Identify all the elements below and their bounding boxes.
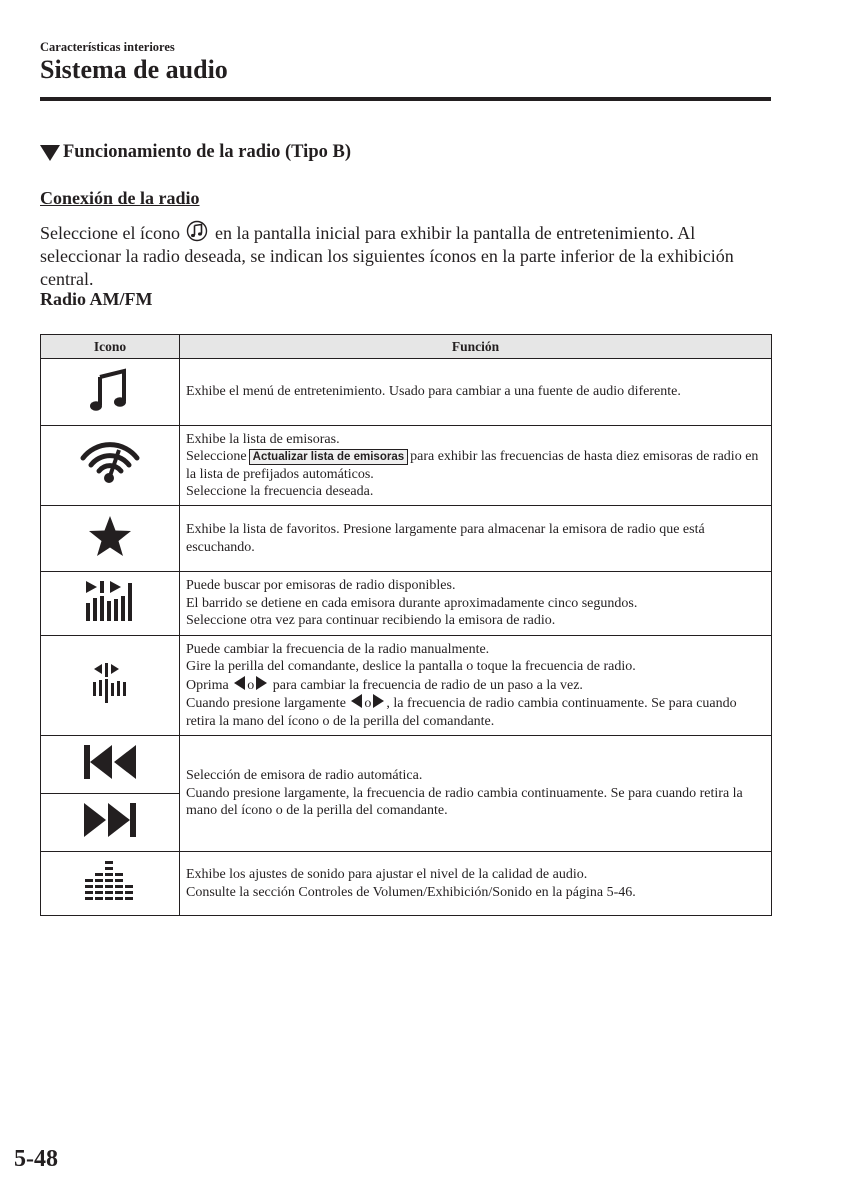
table-row: [41, 359, 772, 426]
description-line: [186, 694, 765, 730]
description-line: Gire la perilla del comandante, deslice la pantalla o toque la frecuencia de radio.: [186, 659, 636, 675]
title-rule: [40, 97, 771, 101]
header-icon: Icono: [41, 335, 180, 359]
description-line: [186, 448, 765, 483]
row-icon-cell: [41, 506, 180, 572]
table-row: [41, 426, 772, 506]
page-title: Sistema de audio: [40, 55, 228, 84]
row-icon-cell: [41, 572, 180, 636]
row-icon-cell: [41, 426, 180, 506]
table-row: [41, 736, 772, 794]
description-line: Puede cambiar la frecuencia de la radio manualmente.: [186, 641, 490, 657]
row-description: [180, 359, 772, 426]
description-line: Cuando presione largamente, la frecuencia de radio cambia continuamente. Se para cuando retira la mano del ícono o de la perilla del comandante.: [186, 785, 743, 819]
update-station-list-button[interactable]: Actualizar lista de emisoras: [249, 449, 408, 465]
table-row: [41, 506, 772, 572]
left-arrow-icon[interactable]: [234, 676, 245, 690]
table-header-row: [41, 335, 772, 359]
row-description: [180, 636, 772, 736]
description-text: Oprima: [186, 677, 229, 693]
music-note-circle-icon: [186, 220, 208, 242]
description-line: Exhibe el menú de entretenimiento. Usado para cambiar a una fuente de audio diferente.: [186, 384, 681, 400]
description-line: El barrido se detiene en cada emisora durante aproximadamente cinco segundos.: [186, 595, 638, 611]
section-label: Características interiores: [40, 40, 175, 54]
row-icon-cell: [41, 852, 180, 916]
music-note-icon: [88, 367, 132, 413]
description-line: Seleccione otra vez para continuar recibiendo la emisora de radio.: [186, 613, 556, 629]
intro-text-after: en la pantalla inicial para exhibir la pantalla de entretenimiento. Al seleccionar la radio deseada, se indican los siguientes íconos en la parte inferior de la exhibición central.: [40, 223, 734, 289]
description-line: Exhibe los ajustes de sonido para ajustar el nivel de la calidad de audio.: [186, 867, 588, 882]
description-text: para exhibir las frecuencias de hasta diez emisoras de radio en la lista de prefijados automáticos.: [186, 449, 759, 482]
description-text: Seleccione: [186, 449, 247, 464]
table-row: [41, 572, 772, 636]
description-text: para cambiar la frecuencia de radio de un paso a la vez.: [272, 677, 583, 693]
row-description: [180, 426, 772, 506]
description-line: Puede buscar por emisoras de radio disponibles.: [186, 578, 456, 594]
table-row: [41, 852, 772, 916]
seek-forward-icon: [82, 800, 138, 840]
table-row: [41, 636, 772, 736]
radio-label: Radio AM/FM: [40, 289, 153, 309]
seek-back-icon: [82, 742, 138, 782]
description-text: , la frecuencia de radio cambia continuamente. Se para cuando retira la mano del ícono o de la perilla del comandante.: [186, 696, 737, 729]
row-description: [180, 572, 772, 636]
description-line: Exhibe la lista de favoritos. Presione largamente para almacenar la emisora de radio que está escuchando.: [186, 522, 705, 555]
row-icon-cell: [41, 794, 180, 852]
function-table: [40, 334, 772, 916]
description-text: o: [247, 677, 255, 693]
intro-paragraph: [40, 220, 780, 291]
row-icon-cell: [41, 359, 180, 426]
intro-text-before: Seleccione el ícono: [40, 223, 180, 243]
row-icon-cell: [41, 636, 180, 736]
equalizer-icon: [84, 859, 136, 903]
right-arrow-icon[interactable]: [373, 694, 384, 708]
row-description: [180, 506, 772, 572]
manual-tune-icon: [90, 662, 130, 704]
description-line: Consulte la sección Controles de Volumen/Exhibición/Sonido en la página 5-46.: [186, 884, 636, 900]
description-line: Seleccione la frecuencia deseada.: [186, 484, 374, 499]
header-function: Función: [180, 335, 772, 359]
description-text: o: [364, 696, 372, 712]
triangle-bullet-icon: [40, 145, 60, 161]
subhead-text: Funcionamiento de la radio (Tipo B): [63, 142, 351, 162]
subhead: [40, 142, 351, 163]
page-number: 5-48: [14, 1146, 58, 1172]
radio-signal-icon: [79, 440, 141, 486]
left-arrow-icon[interactable]: [351, 694, 362, 708]
scan-icon: [83, 579, 137, 623]
connection-heading: Conexión de la radio: [40, 188, 200, 208]
description-text: Cuando presione largamente: [186, 696, 346, 712]
description-line: Exhibe la lista de emisoras.: [186, 431, 340, 447]
row-description: [180, 736, 772, 852]
description-line: Selección de emisora de radio automática.: [186, 768, 423, 784]
row-description: [180, 852, 772, 916]
star-icon: [87, 514, 133, 558]
row-icon-cell: [41, 736, 180, 794]
description-line: [186, 676, 765, 695]
right-arrow-icon[interactable]: [256, 676, 267, 690]
